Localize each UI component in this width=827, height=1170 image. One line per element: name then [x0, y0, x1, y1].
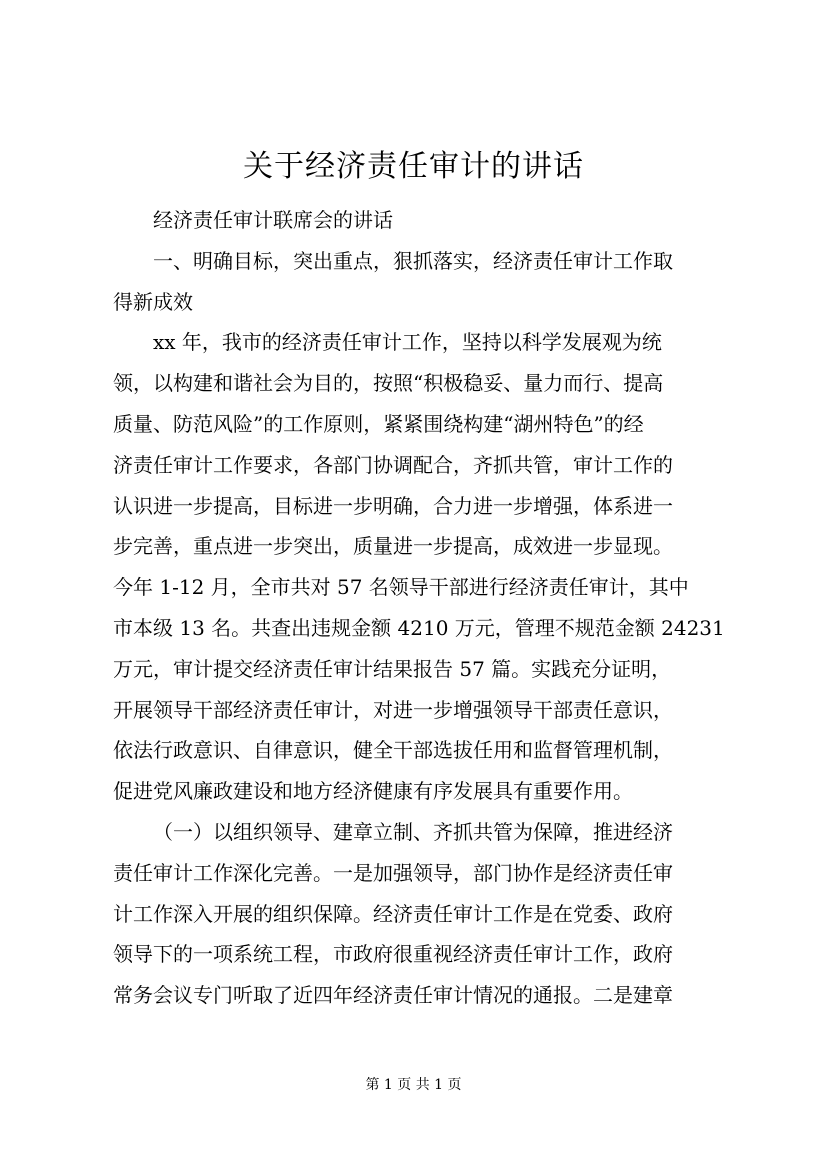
body-line: 市本级 13 名。共查出违规金额 4210 万元，管理不规范金额 24231	[113, 615, 725, 640]
body-line: 今年 1-12 月，全市共对 57 名领导干部进行经济责任审计，其中	[113, 575, 689, 600]
body-line: （一）以组织领导、建章立制、齐抓共管为保障，推进经济	[153, 819, 673, 844]
body-line: 开展领导干部经济责任审计，对进一步增强领导干部责任意识，	[113, 697, 673, 722]
document-body	[113, 200, 725, 1016]
body-line: 领导下的一项系统工程，市政府很重视经济责任审计工作，政府	[113, 942, 673, 967]
body-line: 责任审计工作深化完善。一是加强领导，部门协作是经济责任审	[113, 860, 673, 885]
body-line: 计工作深入开展的组织保障。经济责任审计工作是在党委、政府	[113, 901, 673, 926]
body-line: 促进党风廉政建设和地方经济健康有序发展具有重要作用。	[113, 779, 633, 804]
body-line: 万元，审计提交经济责任审计结果报告 57 篇。实践充分证明，	[113, 656, 672, 681]
body-line: 步完善，重点进一步突出，质量进一步提高，成效进一步显现。	[113, 534, 673, 559]
body-line: 济责任审计工作要求，各部门协调配合，齐抓共管，审计工作的	[113, 452, 673, 477]
body-line: 常务会议专门听取了近四年经济责任审计情况的通报。二是建章	[113, 983, 673, 1008]
document-title: 关于经济责任审计的讲话	[243, 149, 584, 184]
body-line: 质量、防范风险”的工作原则，紧紧围绕构建“湖州特色”的经	[113, 411, 644, 436]
body-line: 领，以构建和谐社会为目的，按照“积极稳妥、量力而行、提高	[113, 371, 664, 396]
page-footer: 第 1 页 共 1 页	[365, 1077, 462, 1093]
body-line: 认识进一步提高，目标进一步明确，合力进一步增强，体系进一	[113, 493, 673, 518]
body-line: xx 年，我市的经济责任审计工作，坚持以科学发展观为统	[153, 330, 662, 355]
body-line: 经济责任审计联席会的讲话	[153, 208, 393, 232]
body-line: 依法行政意识、自律意识，健全干部选拔任用和监督管理机制，	[113, 738, 673, 763]
body-line: 得新成效	[113, 289, 193, 314]
body-line: 一、明确目标，突出重点，狠抓落实，经济责任审计工作取	[153, 248, 673, 273]
